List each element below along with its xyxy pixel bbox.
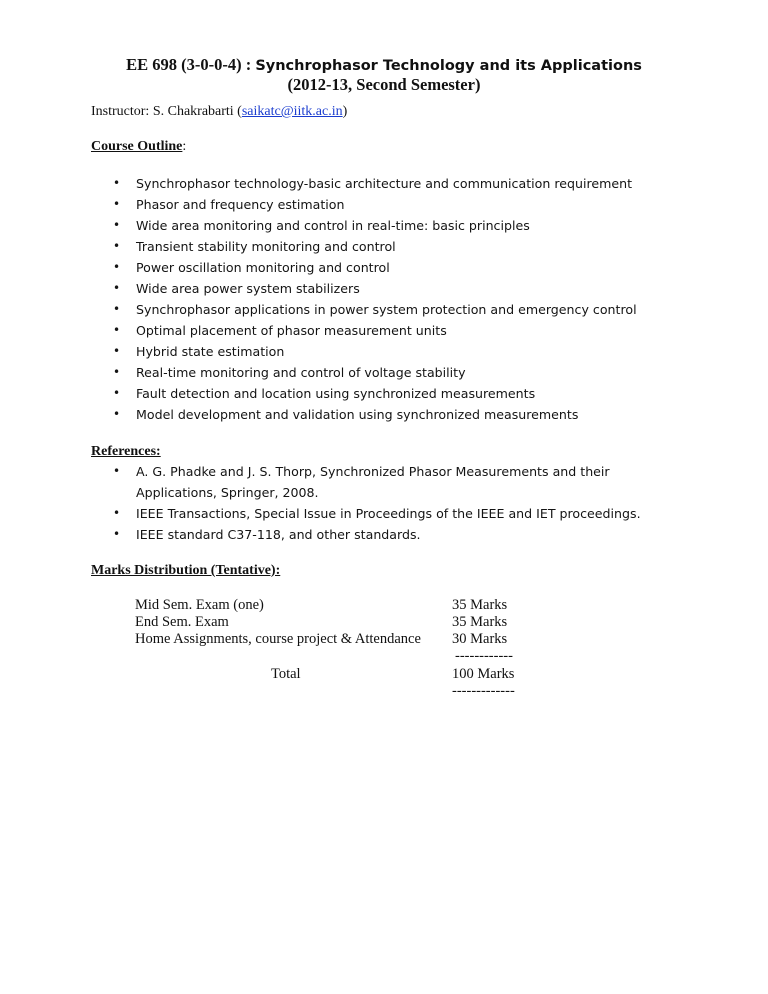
list-item bbox=[91, 320, 637, 341]
list-item bbox=[91, 362, 637, 383]
bullet-icon: • bbox=[113, 407, 121, 421]
list-item bbox=[91, 503, 656, 524]
list-item-text: IEEE standard C37-118, and other standards. bbox=[136, 527, 421, 542]
bullet-icon: • bbox=[113, 464, 121, 478]
instructor-prefix: Instructor: S. Chakrabarti ( bbox=[91, 104, 242, 119]
list-item-text: Power oscillation monitoring and control bbox=[136, 260, 390, 275]
marks-row-label: End Sem. Exam bbox=[135, 614, 229, 630]
list-item bbox=[91, 524, 656, 545]
list-item-text: Synchrophasor technology-basic architecture and communication requirement bbox=[136, 176, 633, 191]
bullet-icon: • bbox=[113, 197, 121, 211]
marks-row-label: Home Assignments, course project & Attendance bbox=[135, 631, 421, 647]
bullet-icon: • bbox=[113, 365, 121, 379]
bullet-icon: • bbox=[113, 386, 121, 400]
list-item bbox=[91, 236, 637, 257]
bullet-icon: • bbox=[113, 506, 121, 520]
marks-distribution-heading bbox=[91, 562, 280, 580]
course-outline-heading-text: Course Outline bbox=[91, 139, 183, 154]
bullet-icon: • bbox=[113, 260, 121, 274]
list-item-text: Phasor and frequency estimation bbox=[136, 197, 345, 212]
marks-separator: ------------ bbox=[455, 648, 513, 664]
list-item bbox=[91, 173, 637, 194]
course-name: Synchrophasor Technology and its Applications bbox=[255, 58, 642, 74]
list-item bbox=[91, 341, 637, 362]
list-item bbox=[91, 278, 637, 299]
list-item bbox=[91, 383, 637, 404]
list-item-text: Transient stability monitoring and control bbox=[136, 239, 396, 254]
list-item-text: Wide area monitoring and control in real-time: basic principles bbox=[136, 218, 530, 233]
references-heading-text: References: bbox=[91, 444, 161, 459]
course-code: EE 698 (3-0-0-4) : bbox=[126, 55, 252, 74]
list-item-text: Synchrophasor applications in power system protection and emergency control bbox=[136, 302, 637, 317]
marks-row-value: 35 Marks bbox=[452, 597, 508, 613]
marks-row-value: 30 Marks bbox=[452, 631, 508, 647]
list-item-text: Real-time monitoring and control of voltage stability bbox=[136, 365, 466, 380]
instructor-line bbox=[91, 103, 347, 121]
list-item bbox=[91, 461, 656, 503]
references-heading bbox=[91, 443, 161, 461]
course-outline-list bbox=[91, 173, 637, 425]
list-item-text: Optimal placement of phasor measurement units bbox=[136, 323, 447, 338]
instructor-email-link[interactable]: saikatc@iitk.ac.in bbox=[241, 104, 343, 119]
marks-total-label: Total bbox=[271, 666, 301, 682]
list-item-text: Hybrid state estimation bbox=[136, 344, 285, 359]
list-item bbox=[91, 215, 637, 236]
bullet-icon: • bbox=[113, 239, 121, 253]
course-subtitle: (2012-13, Second Semester) bbox=[287, 75, 481, 94]
bullet-icon: • bbox=[113, 176, 121, 190]
bullet-icon: • bbox=[113, 281, 121, 295]
course-outline-heading bbox=[91, 138, 186, 156]
list-item bbox=[91, 257, 637, 278]
marks-separator: ------------- bbox=[452, 683, 515, 699]
marks-distribution-heading-text: Marks Distribution (Tentative): bbox=[91, 563, 281, 578]
list-item bbox=[91, 194, 637, 215]
marks-row-label: Mid Sem. Exam (one) bbox=[135, 597, 264, 613]
references-list bbox=[91, 461, 656, 545]
list-item-text: Model development and validation using synchronized measurements bbox=[136, 407, 579, 422]
list-item-text: Fault detection and location using synchronized measurements bbox=[136, 386, 536, 401]
marks-row-value: 35 Marks bbox=[452, 614, 508, 630]
list-item-text: Wide area power system stabilizers bbox=[136, 281, 360, 296]
bullet-icon: • bbox=[113, 302, 121, 316]
list-item bbox=[91, 404, 637, 425]
course-outline-heading-colon: : bbox=[182, 139, 187, 154]
list-item bbox=[91, 299, 637, 320]
bullet-icon: • bbox=[113, 527, 121, 541]
instructor-suffix: ) bbox=[342, 104, 348, 119]
bullet-icon: • bbox=[113, 218, 121, 232]
bullet-icon: • bbox=[113, 344, 121, 358]
bullet-icon: • bbox=[113, 323, 121, 337]
list-item-text: A. G. Phadke and J. S. Thorp, Synchronized Phasor Measurements and their Applications, Springer, 2008. bbox=[136, 464, 610, 500]
list-item-text: IEEE Transactions, Special Issue in Proceedings of the IEEE and IET proceedings. bbox=[136, 506, 641, 521]
course-title bbox=[0, 55, 768, 76]
marks-total-value: 100 Marks bbox=[452, 666, 515, 682]
